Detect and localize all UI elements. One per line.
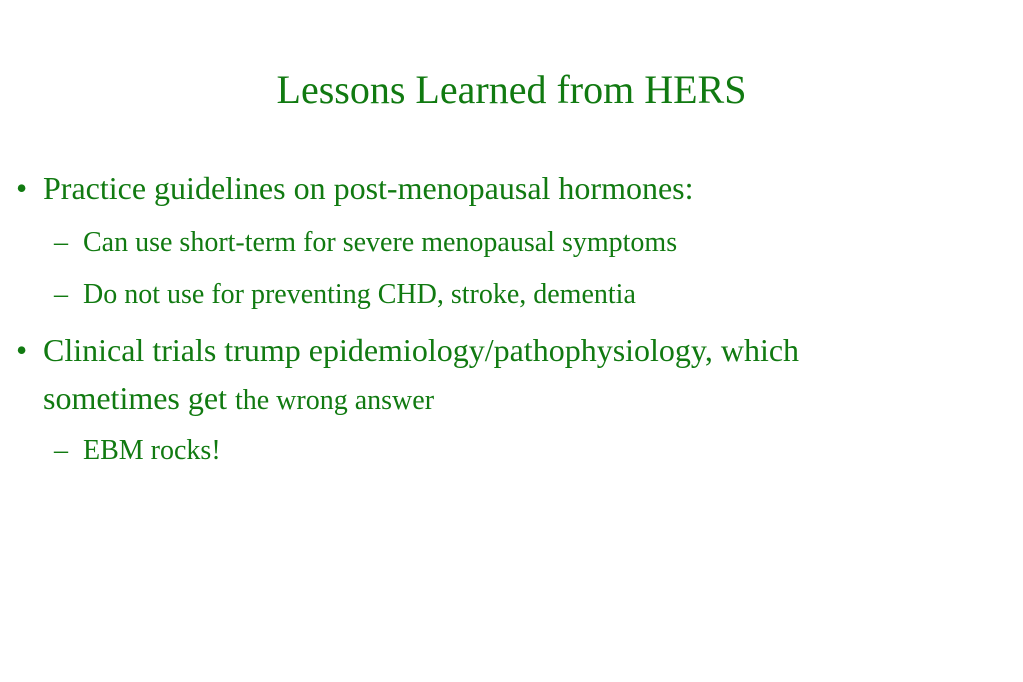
sub-bullet-marker: –	[54, 435, 68, 466]
bullet-text-large-run: sometimes get	[43, 380, 235, 416]
sub-bullet-marker: –	[54, 279, 68, 310]
sub-bullet-text: Can use short-term for severe menopausal symptoms	[83, 227, 678, 258]
bullet-item	[0, 165, 1023, 211]
bullet-marker: •	[16, 170, 28, 206]
bullet-text-line2	[43, 375, 434, 424]
sub-bullet-item	[0, 433, 1023, 469]
sub-bullet-item	[0, 277, 1023, 313]
bullet-text-line1: Clinical trials trump epidemiology/pathophysiology, which	[43, 332, 800, 368]
bullet-text: Practice guidelines on post-menopausal hormones:	[43, 170, 694, 206]
slide-title: Lessons Learned from HERS	[276, 67, 747, 112]
sub-bullet-marker: –	[54, 227, 68, 258]
bullet-text-small-run: the wrong answer	[234, 385, 435, 416]
bullet-item	[0, 327, 1023, 373]
bullet-continuation	[0, 375, 1023, 421]
bullet-marker: •	[16, 332, 28, 368]
sub-bullet-text: EBM rocks!	[83, 435, 221, 466]
sub-bullet-item	[0, 225, 1023, 261]
sub-bullet-text: Do not use for preventing CHD, stroke, dementia	[83, 279, 636, 310]
